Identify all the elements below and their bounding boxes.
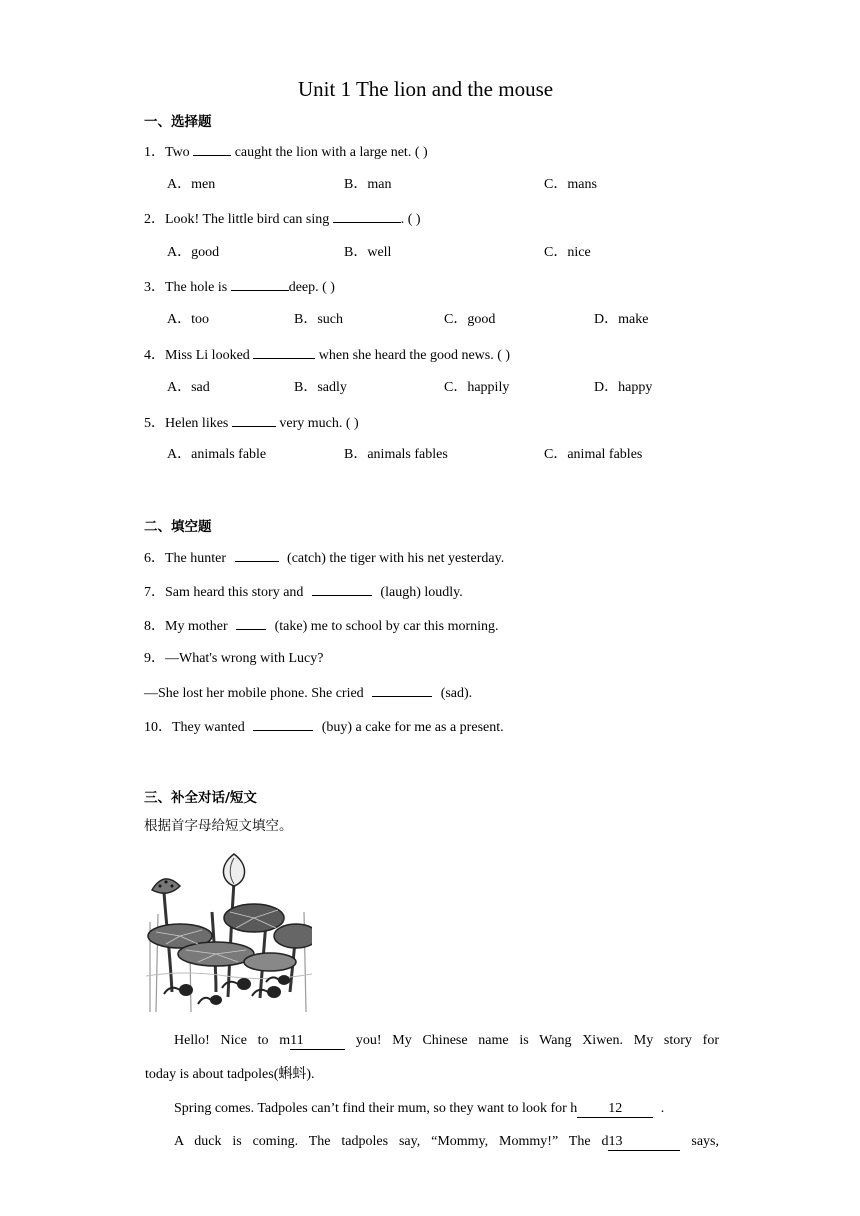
- option-a[interactable]: A．good: [167, 245, 220, 260]
- answer-blank[interactable]: [236, 616, 266, 630]
- option-b[interactable]: B．such: [294, 312, 343, 327]
- question-text: caught the lion with a large net. ( ): [231, 145, 428, 160]
- question-5: [144, 413, 359, 433]
- answer-blank[interactable]: [193, 142, 231, 156]
- question-text: 3．The hole is: [144, 280, 231, 295]
- option-a[interactable]: A．sad: [167, 380, 210, 395]
- question-text: 4．Miss Li looked: [144, 348, 254, 363]
- question-text: when she heard the good news. ( ): [315, 348, 511, 363]
- question-text: deep. ( ): [288, 280, 335, 295]
- question-1: [144, 142, 428, 162]
- answer-blank[interactable]: [232, 413, 276, 427]
- option-d[interactable]: D．make: [594, 312, 649, 327]
- option-c[interactable]: C．mans: [544, 177, 597, 192]
- option-a[interactable]: A．animals fable: [167, 447, 267, 462]
- section-heading-dialogue: 三、补全对话/短文: [144, 790, 257, 806]
- passage-text: Hello! Nice to m: [174, 1033, 291, 1048]
- question-text: 10．They wanted: [144, 720, 249, 735]
- option-d[interactable]: D．happy: [594, 380, 653, 395]
- question-text: 7．Sam heard this story and: [144, 585, 307, 600]
- answer-blank[interactable]: [372, 683, 432, 697]
- question-text: (catch) the tiger with his net yesterday.: [283, 551, 505, 566]
- passage-paragraph-1-line2: today is about tadpoles(蝌蚪).: [145, 1067, 315, 1082]
- instruction: 根据首字母给短文填空。: [144, 818, 293, 834]
- section-heading-choice: 一、选择题: [144, 114, 212, 130]
- question-text: 1．Two: [144, 145, 194, 160]
- option-c[interactable]: C．happily: [444, 380, 510, 395]
- question-text: —She lost her mobile phone. She cried: [144, 686, 368, 701]
- passage-paragraph-2: [174, 1100, 664, 1118]
- question-text: 8．My mother: [144, 619, 232, 634]
- answer-blank[interactable]: [253, 717, 313, 731]
- passage-paragraph-1: [145, 1032, 719, 1050]
- option-c[interactable]: C．good: [444, 312, 496, 327]
- section-heading-fill: 二、填空题: [144, 519, 212, 535]
- option-b[interactable]: B．animals fables: [344, 447, 448, 462]
- answer-blank[interactable]: [231, 277, 289, 291]
- answer-blank-12[interactable]: 12: [577, 1101, 653, 1118]
- answer-blank[interactable]: [312, 582, 372, 596]
- option-b[interactable]: B．well: [344, 245, 392, 260]
- question-2: [144, 209, 421, 229]
- passage-text: you! My Chinese name is Wang Xiwen. My story for: [345, 1033, 719, 1048]
- passage-text: A duck is coming. The tadpoles say, “Mommy, Mommy!” The d: [174, 1134, 609, 1149]
- passage-text: .: [657, 1101, 665, 1116]
- answer-blank[interactable]: [253, 345, 315, 359]
- question-6: [144, 548, 504, 568]
- question-3: [144, 277, 335, 297]
- question-10: [144, 717, 504, 737]
- answer-blank-11[interactable]: 11: [290, 1033, 345, 1050]
- question-text: very much. ( ): [275, 416, 359, 431]
- option-b[interactable]: B．man: [344, 177, 392, 192]
- question-text: (laugh) loudly.: [376, 585, 463, 600]
- question-text: (buy) a cake for me as a present.: [318, 720, 504, 735]
- option-c[interactable]: C．animal fables: [544, 447, 643, 462]
- passage-paragraph-3: [145, 1133, 719, 1151]
- question-text: (sad).: [437, 686, 473, 701]
- answer-blank[interactable]: [235, 548, 279, 562]
- question-text: . ( ): [400, 212, 421, 227]
- answer-blank-13[interactable]: 13: [608, 1134, 680, 1151]
- question-text: 5．Helen likes: [144, 416, 232, 431]
- question-text: 2．Look! The little bird can sing: [144, 212, 333, 227]
- question-9-line2: [144, 683, 472, 703]
- question-text: (take) me to school by car this morning.: [271, 619, 499, 634]
- option-a[interactable]: A．men: [167, 177, 216, 192]
- option-a[interactable]: A．too: [167, 312, 209, 327]
- tadpoles-lotus-illustration: [146, 852, 312, 1012]
- option-c[interactable]: C．nice: [544, 245, 591, 260]
- answer-blank[interactable]: [333, 209, 401, 223]
- passage-text: Spring comes. Tadpoles can’t find their mum, so they want to look for h: [174, 1101, 578, 1116]
- page-title: Unit 1 The lion and the mouse: [298, 77, 554, 101]
- question-9: 9．—What's wrong with Lucy?: [144, 651, 324, 666]
- question-7: [144, 582, 463, 602]
- option-b[interactable]: B．sadly: [294, 380, 347, 395]
- question-4: [144, 345, 510, 365]
- question-text: 6．The hunter: [144, 551, 230, 566]
- passage-text: says,: [680, 1134, 719, 1149]
- question-8: [144, 616, 499, 636]
